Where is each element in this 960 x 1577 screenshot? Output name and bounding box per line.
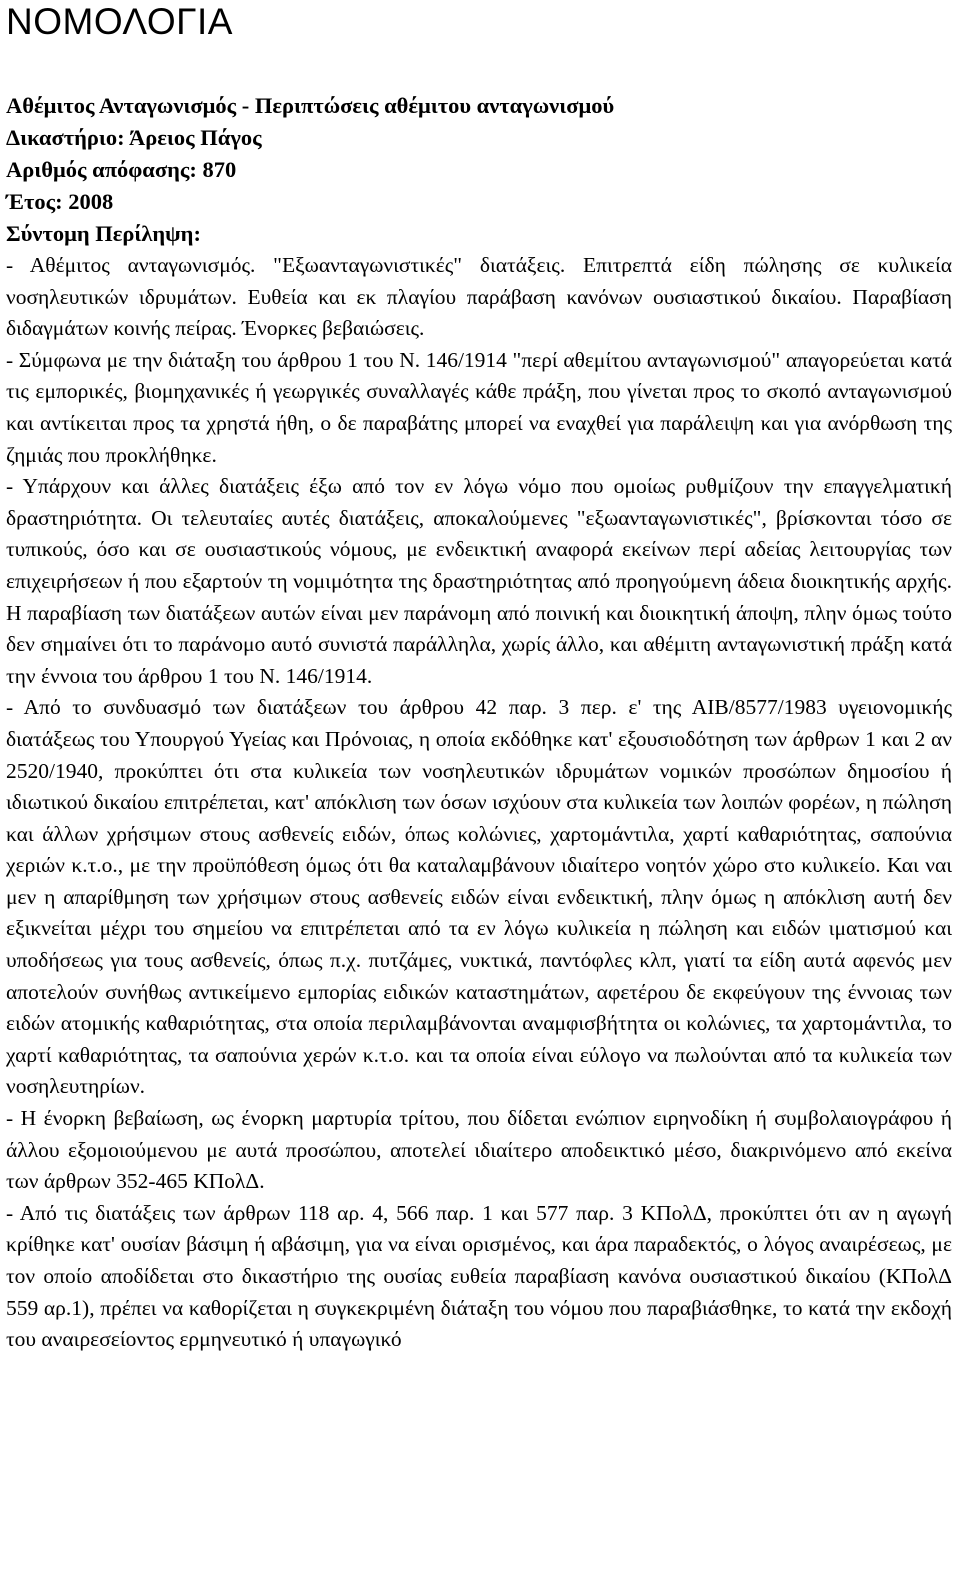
summary-body: [6, 250, 952, 1356]
document-page: [6, 0, 952, 1356]
summary-paragraph: - Η ένορκη βεβαίωση, ως ένορκη μαρτυρία τρίτου, που δίδεται ενώπιον ειρηνοδίκη ή συμβολαιογράφου ή άλλου εξομοιούμενου με αυτά προσώπου, αποτελεί ιδιαίτερο αποδεικτικό μέσο, διακρινόμενο από εκείνα των άρθρων 352-465 ΚΠολΔ.: [6, 1106, 952, 1194]
summary-paragraph: - Από το συνδυασμό των διατάξεων του άρθρου 42 παρ. 3 περ. ε' της ΑΙΒ/8577/1983 υγειονομικής διατάξεως του Υπουργού Υγείας και Πρόνοιας, η οποία εκδόθηκε κατ' εξουσιοδότηση των άρθρων 1 και 2 αν 2520/1940, προκύπτει ότι στα κυλικεία των νοσηλευτικών ιδρυμάτων νομικών προσώπων δημοσίου ή ιδιωτικού δικαίου επιτρέπεται, κατ' απόκλιση των όσων ισχύουν στα κυλικεία των λοιπών φορέων, η πώληση και άλλων χρήσιμων στους ασθενείς ειδών, όπως κολώνιες, χαρτομάντιλα, χαρτί καθαριότητας, σαπούνια χεριών κ.τ.ο., με την προϋπόθεση όμως ότι θα καταλαμβάνουν ιδιαίτερο νοητόν χώρο στο κυλικείο. Και ναι μεν η απαρίθμηση των χρήσιμων στους ασθενείς ειδών είναι ενδεικτική, πλην όμως η απόκλιση αυτή δεν εξικνείται μέχρι του σημείου να επιτρέπεται από τα εν λόγω κυλικεία η πώληση και ειδών ιματισμού και υποδήσεως για τους ασθενείς, όπως π.χ. πυτζάμες, νυκτικά, παντόφλες κλπ, γιατί τα είδη αυτά αφενός μεν αποτελούν συνήθως αντικείμενο εμπορίας ειδικών καταστημάτων, αφετέρου δε εκφεύγουν της έννοιας των ειδών ατομικής καθαριότητας, στα οποία περιλαμβάνονται αναμφισβήτητα οι κολώνιες, τα χαρτομάντιλα, το χαρτί καθαριότητας, τα σαπούνια χερών κ.τ.ο. και τα οποία είναι εύλογο να πωλούνται από τα κυλικεία των νοσηλευτηρίων.: [6, 695, 952, 1099]
summary-paragraph: - Αθέμιτος ανταγωνισμός. "Εξωανταγωνιστικές" διατάξεις. Επιτρεπτά είδη πώλησης σε κυλικεία νοσηλευτικών ιδρυμάτων. Ευθεία και εκ πλαγίου παράβαση κανόνων ουσιαστικού δικαίου. Παραβίαση διδαγμάτων κοινής πείρας. Ένορκες βεβαιώσεις.: [6, 253, 952, 341]
summary-paragraph: - Υπάρχουν και άλλες διατάξεις έξω από τον εν λόγω νόμο που ομοίως ρυθμίζουν την επαγγελματική δραστηριότητα. Οι τελευταίες αυτές διατάξεις, αποκαλούμενες "εξωανταγωνιστικές", βρίσκονται τόσο σε τυπικούς, όσο και σε ουσιαστικούς νόμους, με ενδεικτική αναφορά εκείνων περί αδείας λειτουργίας των επιχειρήσεων ή που εξαρτούν τη νομιμότητα της δραστηριότητας από προηγούμενη άδεια διοικητικής αρχής. Η παραβίαση των διατάξεων αυτών είναι μεν παράνομη από ποινική και διοικητική άποψη, πλην όμως τούτο δεν σημαίνει ότι το παράνομο αυτό συνιστά παράλληλα, χωρίς άλλο, και αθέμιτη ανταγωνιστική πράξη κατά την έννοια του άρθρου 1 του Ν. 146/1914.: [6, 474, 952, 688]
page-title: ΝΟΜΟΛΟΓΙΑ: [6, 1, 233, 42]
summary-paragraph: - Σύμφωνα με την διάταξη του άρθρου 1 του Ν. 146/1914 "περί αθεμίτου ανταγωνισμού" απαγορεύεται κατά τις εμπορικές, βιομηχανικές ή γεωργικές συναλλαγές κάθε πράξη, που γίνεται προς το σκοπό ανταγωνισμού και αντίκειται προς τα χρηστά ήθη, ο δε παραβάτης μπορεί να εναχθεί για παράλειψη και για ανόρθωση της ζημιάς που προκλήθηκε.: [6, 347, 952, 467]
court-line: Δικαστήριο: Άρειος Πάγος: [6, 125, 262, 150]
decision-meta: [6, 90, 952, 250]
summary-paragraph: - Από τις διατάξεις των άρθρων 118 αρ. 4, 566 παρ. 1 και 577 παρ. 3 ΚΠολΔ, προκύπτει ότι αν η αγωγή κρίθηκε κατ' ουσίαν βάσιμη ή αβάσιμη, για να είναι ορισμένος, και άρα παραδεκτός, ο λόγος αναιρέσεως, με τον οποίο αποδίδεται στο δικαστήριο της ουσίας ευθεία παραβίαση κανόνα ουσιαστικού δικαίου (ΚΠολΔ 559 αρ.1), πρέπει να καθορίζεται η συγκεκριμένη διάταξη του νόμου που παραβιάσθηκε, το κατά την εκδοχή του αναιρεσείοντος ερμηνευτικό ή υπαγωγικό: [6, 1200, 952, 1352]
summary-heading: Σύντομη Περίληψη:: [6, 221, 201, 246]
subject-line: Αθέμιτος Ανταγωνισμός - Περιπτώσεις αθέμιτου ανταγωνισμού: [6, 93, 615, 118]
decision-number-line: Αριθμός απόφασης: 870: [6, 157, 237, 182]
year-line: Έτος: 2008: [6, 189, 114, 214]
